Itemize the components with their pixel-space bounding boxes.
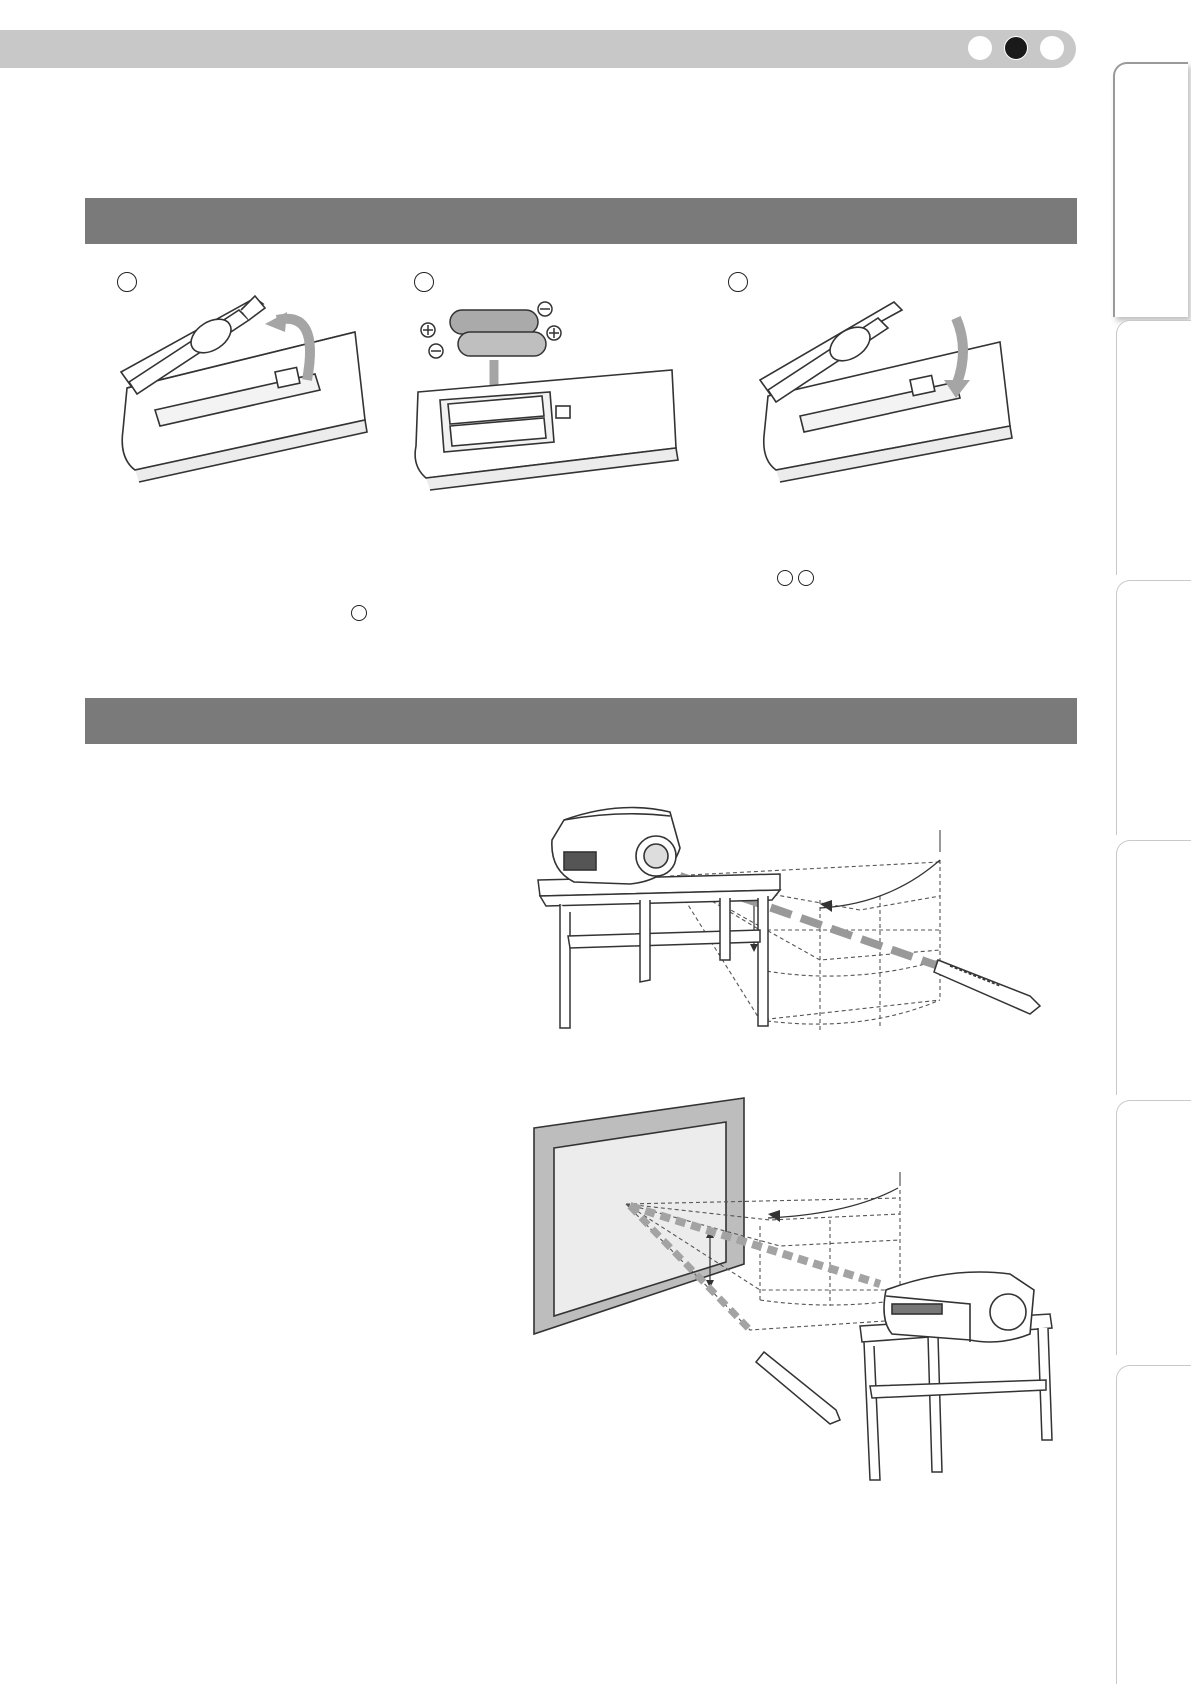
step-indicator-2-active	[1004, 36, 1028, 60]
section-bar-range	[85, 698, 1077, 744]
battery-insert-illustration	[410, 296, 690, 486]
remote-range-screen-illustration	[530, 1090, 1070, 1490]
inline-marker-a	[777, 570, 793, 586]
header-bar	[0, 30, 1076, 68]
remote-range-front-illustration	[530, 800, 1070, 1040]
side-tab-2[interactable]	[1116, 320, 1191, 575]
side-tab-1[interactable]	[1113, 62, 1188, 317]
step-marker-2	[414, 272, 434, 292]
side-tab-5[interactable]	[1116, 1100, 1191, 1355]
battery-cover-close-illustration	[760, 300, 1020, 470]
step-indicator-1	[968, 36, 992, 60]
battery-cover-open-illustration	[115, 290, 375, 470]
section-bar-battery	[85, 198, 1077, 244]
step-indicator-3	[1040, 36, 1064, 60]
side-tab-4[interactable]	[1116, 840, 1191, 1095]
step-marker-1	[117, 272, 137, 292]
step-marker-3	[728, 272, 748, 292]
inline-marker-b	[798, 570, 814, 586]
side-tab-6[interactable]	[1116, 1365, 1191, 1684]
inline-marker-c	[351, 605, 367, 621]
side-tab-3[interactable]	[1116, 580, 1191, 835]
